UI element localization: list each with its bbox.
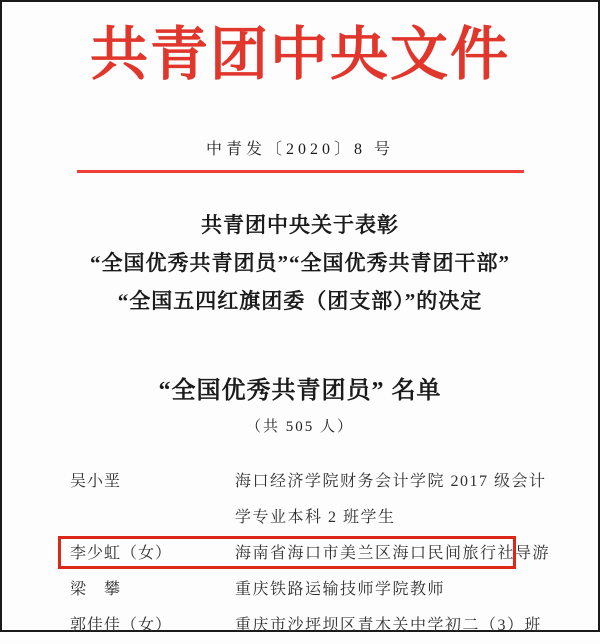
decision-title-line-3: “全国五四红旗团委（团支部）”的决定 [117, 288, 483, 313]
doc-number: 中青发〔2020〕8 号 [205, 141, 394, 158]
honoree-list [2, 464, 598, 644]
honoree-description [235, 536, 575, 572]
honoree-description [235, 608, 575, 644]
section-subheading: （共 505 人） [245, 418, 354, 435]
honoree-name: 李少虹（女） [70, 544, 173, 562]
masthead-title: 共青团中央文件 [89, 22, 510, 87]
honoree-description-line: 海口经济学院财务会计学院 2017 级会计 [235, 472, 547, 490]
list-row [2, 608, 598, 644]
honoree-description-line: 重庆铁路运输技师学院教师 [235, 580, 446, 598]
decision-title-line-1: 共青团中央关于表彰 [201, 212, 399, 237]
list-row-highlighted [2, 536, 598, 572]
red-divider-rule [77, 170, 524, 173]
decision-title-line-2: “全国优秀共青团员”“全国优秀共青团干部” [90, 250, 510, 275]
honoree-description-line: 学专业本科 2 班学生 [235, 508, 396, 526]
list-row [2, 464, 598, 536]
honoree-description-line: 重庆市沙坪坝区青木关中学初二（3）班 [235, 616, 543, 634]
section-heading: “全国优秀共青团员” 名单 [158, 377, 442, 404]
honoree-name: 郭佳佳（女） [70, 616, 173, 634]
honoree-description [235, 572, 575, 608]
honoree-description [235, 464, 575, 536]
honoree-description-line: 海南省海口市美兰区海口民间旅行社导游 [235, 544, 551, 562]
list-row [2, 572, 598, 608]
honoree-name: 吴小垩 [70, 472, 122, 490]
document-page [2, 20, 598, 644]
decision-title [2, 206, 598, 320]
honoree-name: 梁 攀 [70, 580, 122, 598]
